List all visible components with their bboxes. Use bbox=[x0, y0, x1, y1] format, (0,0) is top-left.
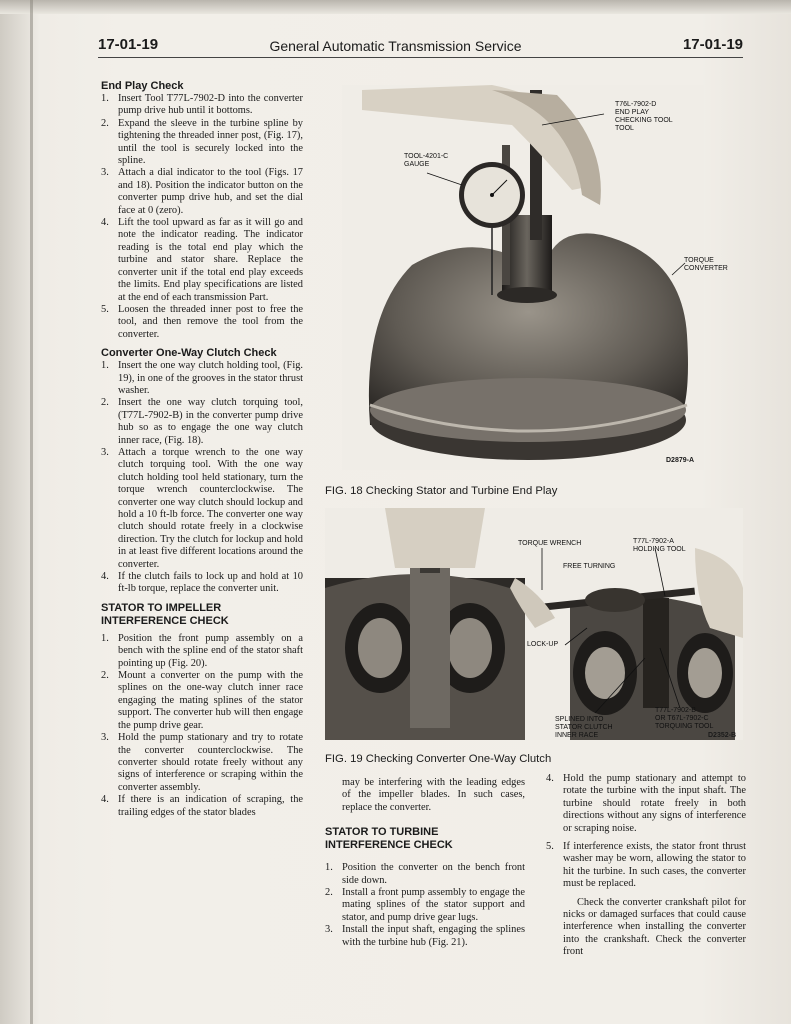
page-title: General Automatic Transmission Service bbox=[269, 38, 522, 54]
fig19-caption: FIG. 19 Checking Converter One-Way Clutch bbox=[325, 753, 552, 765]
end-play-heading: End Play Check bbox=[101, 80, 184, 92]
turbine-heading-line1: STATOR TO TURBINE bbox=[325, 826, 439, 839]
list-item: 4. Hold the pump stationary and attempt to rotate the turbine with the input shaft. The turbine should rotate freely in both directions without any signs of interference or scraping noise. bbox=[546, 773, 746, 834]
impeller-heading-line1: STATOR TO IMPELLER bbox=[101, 601, 222, 614]
turbine-heading-line2: INTERFERENCE CHECK bbox=[325, 839, 453, 852]
impeller-steps bbox=[101, 633, 303, 819]
fig18-label-tool: T76L-7902-D END PLAY CHECKING TOOL TOOL bbox=[615, 101, 673, 132]
middle-column bbox=[325, 777, 525, 949]
fig18-photo bbox=[342, 85, 728, 470]
list-item: 3. Attach a torque wrench to the one way clutch torquing tool. With the one way clutch holding tool held stationary, turn the torque wrench counterclockwise. The converter one way clutch should lockup and hold a 10 ft-lb force. The converter one way clutch should rotate freely in a clockwise direction. Try the clutch for lockup and hold in at least five different locations around the converter. bbox=[101, 446, 303, 570]
impeller-continuation: may be interfering with the leading edges of the impeller blades. In such cases, replace the converter. bbox=[342, 777, 525, 813]
list-item: 4. Lift the tool upward as far as it will go and note the indicator reading. The indicator reading is the total end play which the turbine and stator share. Replace the converter unit if the total end play exceeds the limits. End play specifications are listed at the end of each transmission Part. bbox=[101, 217, 303, 303]
fig18-caption: FIG. 18 Checking Stator and Turbine End Play bbox=[325, 485, 558, 497]
section-number-left: 17-01-19 bbox=[98, 36, 159, 53]
left-column bbox=[101, 80, 303, 819]
one-way-clutch-heading: Converter One-Way Clutch Check bbox=[101, 347, 277, 360]
fig18-label-converter: TORQUE CONVERTER bbox=[684, 257, 728, 272]
impeller-heading-line2: INTERFERENCE CHECK bbox=[101, 614, 229, 627]
fig18-label-gauge: TOOL-4201-C GAUGE bbox=[404, 153, 449, 168]
list-item: 2. Mount a converter on the pump with the splines on the one-way clutch inner race engaging the mating splines of the stator support. The converter hub will then engage the pump drive gear. bbox=[101, 670, 303, 731]
header-rule bbox=[98, 57, 743, 58]
binding-edge bbox=[30, 0, 33, 1024]
list-item: 1. Position the front pump assembly on a bench with the spline end of the stator shaft pointing up (Fig. 20). bbox=[101, 632, 303, 669]
list-item: 3. Attach a dial indicator to the tool (Figs. 17 and 18). Position the indicator button on the converter pump drive hub, and set the dial face at 0 (zero). bbox=[101, 167, 303, 216]
fig19-label-lockup: LOCK-UP bbox=[527, 641, 559, 648]
list-item: 5. Loosen the threaded inner post to free the tool, and then remove the tool from the converter. bbox=[101, 303, 303, 340]
fig19-photo bbox=[325, 508, 743, 740]
scan-shadow bbox=[0, 0, 791, 14]
list-item: 1. Insert the one way clutch holding tool, (Fig. 19), in one of the grooves in the stator thrust washer. bbox=[101, 360, 303, 396]
fig19-label-holding: T77L-7902-A HOLDING TOOL bbox=[633, 538, 686, 553]
fig18-code: D2879-A bbox=[666, 457, 695, 464]
closing-paragraph: Check the converter crankshaft pilot for nicks or damaged surfaces that could cause interference when installing the converter into the crankshaft. Check the converter front bbox=[563, 896, 746, 958]
turbine-steps-b bbox=[546, 773, 746, 891]
one-way-steps bbox=[101, 360, 303, 596]
end-play-steps bbox=[101, 93, 303, 341]
fig19-label-torquing: T77L-7902-B OR T67L-7902-C TORQUING TOOL bbox=[655, 707, 714, 730]
list-item: 1. Insert Tool T77L-7902-D into the converter pump drive hub until it bottoms. bbox=[101, 93, 303, 117]
fig19-label-free-turning: FREE TURNING bbox=[563, 563, 616, 570]
list-item: 4. If there is an indication of scraping, the trailing edges of the stator blades bbox=[101, 794, 303, 818]
fig19-code: D2352-B bbox=[708, 732, 737, 739]
list-item: 4. If the clutch fails to lock up and hold at 10 ft-lb torque, replace the converter unit. bbox=[101, 571, 303, 595]
fig19-label-splined: SPLINED INTO STATOR CLUTCH INNER RACE bbox=[555, 716, 613, 739]
turbine-steps-a bbox=[325, 862, 525, 949]
list-item: 3. Hold the pump stationary and try to rotate the converter counterclockwise. The converter should rotate freely without any signs of interference or scraping within the converter assembly. bbox=[101, 732, 303, 793]
section-number-right: 17-01-19 bbox=[682, 36, 743, 53]
list-item: 2. Expand the sleeve in the turbine spline by tightening the threaded inner post, (Fig. 17), until the tool is securely locked into the spline. bbox=[101, 117, 303, 167]
list-item: 1. Position the converter on the bench front side down. bbox=[325, 862, 525, 886]
list-item: 5. If interference exists, the stator front thrust washer may be worn, allowing the stator to hit the turbine. In such cases, the converter must be replaced. bbox=[546, 841, 746, 890]
list-item: 2. Insert the one way clutch torquing tool, (T77L-7902-B) in the converter pump drive hub so as to engage the one way clutch inner race, (Fig. 18). bbox=[101, 397, 303, 446]
list-item: 2. Install a front pump assembly to engage the mating splines of the stator support and stator, and pump drive gear lugs. bbox=[325, 887, 525, 923]
right-column bbox=[546, 773, 746, 959]
list-item: 3. Install the input shaft, engaging the splines with the turbine hub (Fig. 21). bbox=[325, 924, 525, 948]
fig19-label-wrench: TORQUE WRENCH bbox=[518, 540, 582, 547]
